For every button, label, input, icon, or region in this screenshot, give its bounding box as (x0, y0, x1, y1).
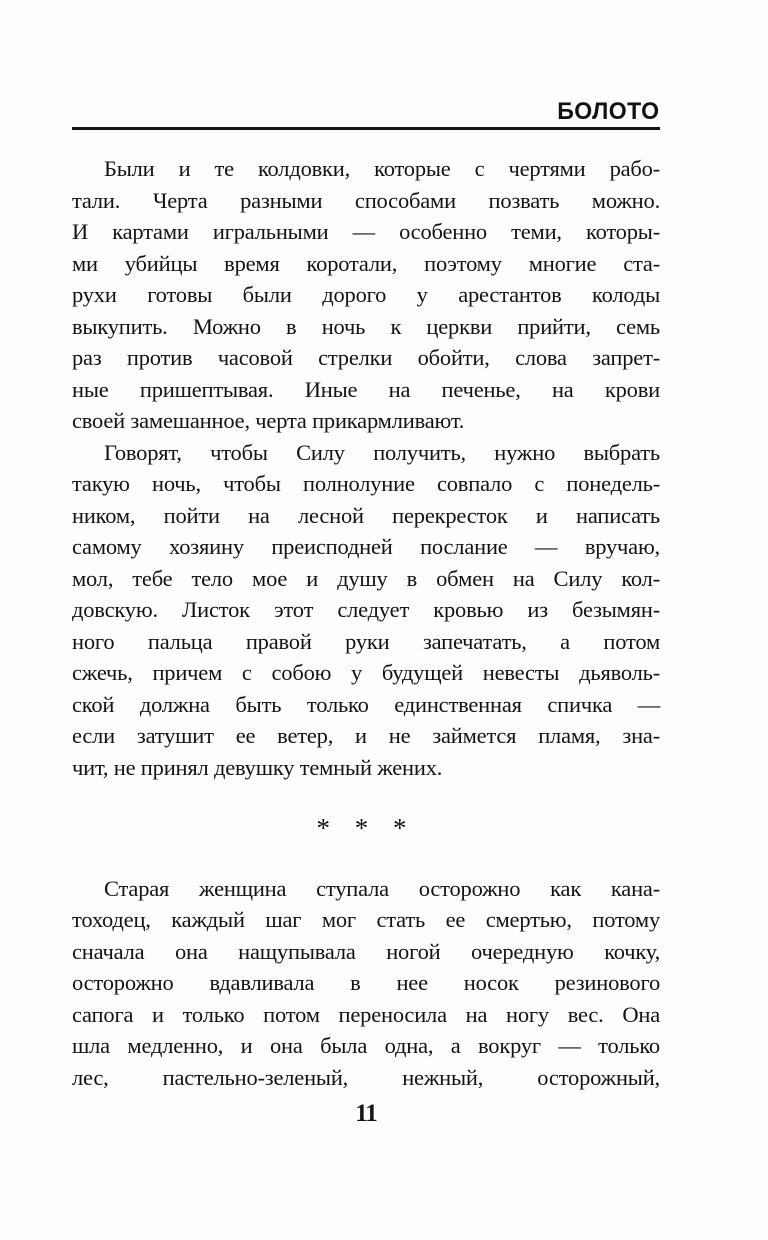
text-line: ные пришептывая. Иные на печенье, на крови (72, 376, 660, 402)
text-line: рухи готовы были дорого у арестантов колоды (72, 282, 660, 307)
text-line: осторожно вдавливала в нее носок резинового (72, 970, 660, 995)
text-line: сапога и только потом переносила на ногу вес. Она (72, 1001, 660, 1027)
paragraph (72, 873, 660, 1094)
text-line: тали. Черта разными способами позвать можно. (72, 187, 660, 213)
text-line: такую ночь, чтобы полнолуние совпало с понедель- (72, 471, 660, 496)
paragraph (72, 437, 660, 784)
text-line: чит, не принял девушку темный жених. (72, 754, 443, 780)
text-line: тоходец, каждый шаг мог стать ее смертью, потому (72, 907, 660, 932)
paragraph (72, 153, 660, 437)
text-column (72, 0, 660, 1127)
text-line: шла медленно, и она была одна, а вокруг — только (72, 1033, 660, 1058)
section-separator-glyphs: * * * (316, 813, 416, 843)
text-line: самому хозяину преисподней послание — вручаю, (72, 534, 660, 559)
section-separator (72, 808, 660, 843)
text-line: Говорят, чтобы Силу получить, нужно выбрать (104, 439, 660, 465)
text-line: Старая женщина ступала осторожно как кана- (104, 875, 660, 901)
text-line: выкупить. Можно в ночь к церкви прийти, семь (72, 313, 660, 339)
page-number: 11 (355, 1100, 377, 1127)
text-line: сжечь, причем с собою у будущей невесты дьяволь- (72, 660, 660, 685)
page-header (72, 0, 660, 130)
text-line: если затушит ее ветер, и не займется пламя, зна- (72, 723, 660, 748)
text-line: лес, пастельно-зеленый, нежный, осторожный, (72, 1064, 660, 1090)
text-line: ской должна быть только единственная спичка — (72, 691, 660, 717)
text-line: сначала она нащупывала ногой очередную кочку, (72, 938, 660, 964)
text-line: Были и те колдовки, которые с чертями рабо- (104, 156, 660, 181)
text-line: ми убийцы время коротали, поэтому многие ста- (72, 250, 660, 276)
running-title: БОЛОТО (557, 98, 660, 125)
text-line: довскую. Листок этот следует кровью из безымян- (72, 597, 660, 622)
text-line: ником, пойти на лесной перекресток и написать (72, 502, 660, 528)
text-line: И картами игральными — особенно теми, которы- (72, 219, 660, 244)
text-line: ного пальца правой руки запечатать, а потом (72, 628, 660, 654)
text-line: раз против часовой стрелки обойти, слова запрет- (72, 345, 660, 370)
page-body (72, 153, 660, 1093)
text-line: своей замешанное, черта прикармливают. (72, 408, 465, 433)
text-line: мол, тебе тело мое и душу в обмен на Силу кол- (72, 565, 660, 591)
